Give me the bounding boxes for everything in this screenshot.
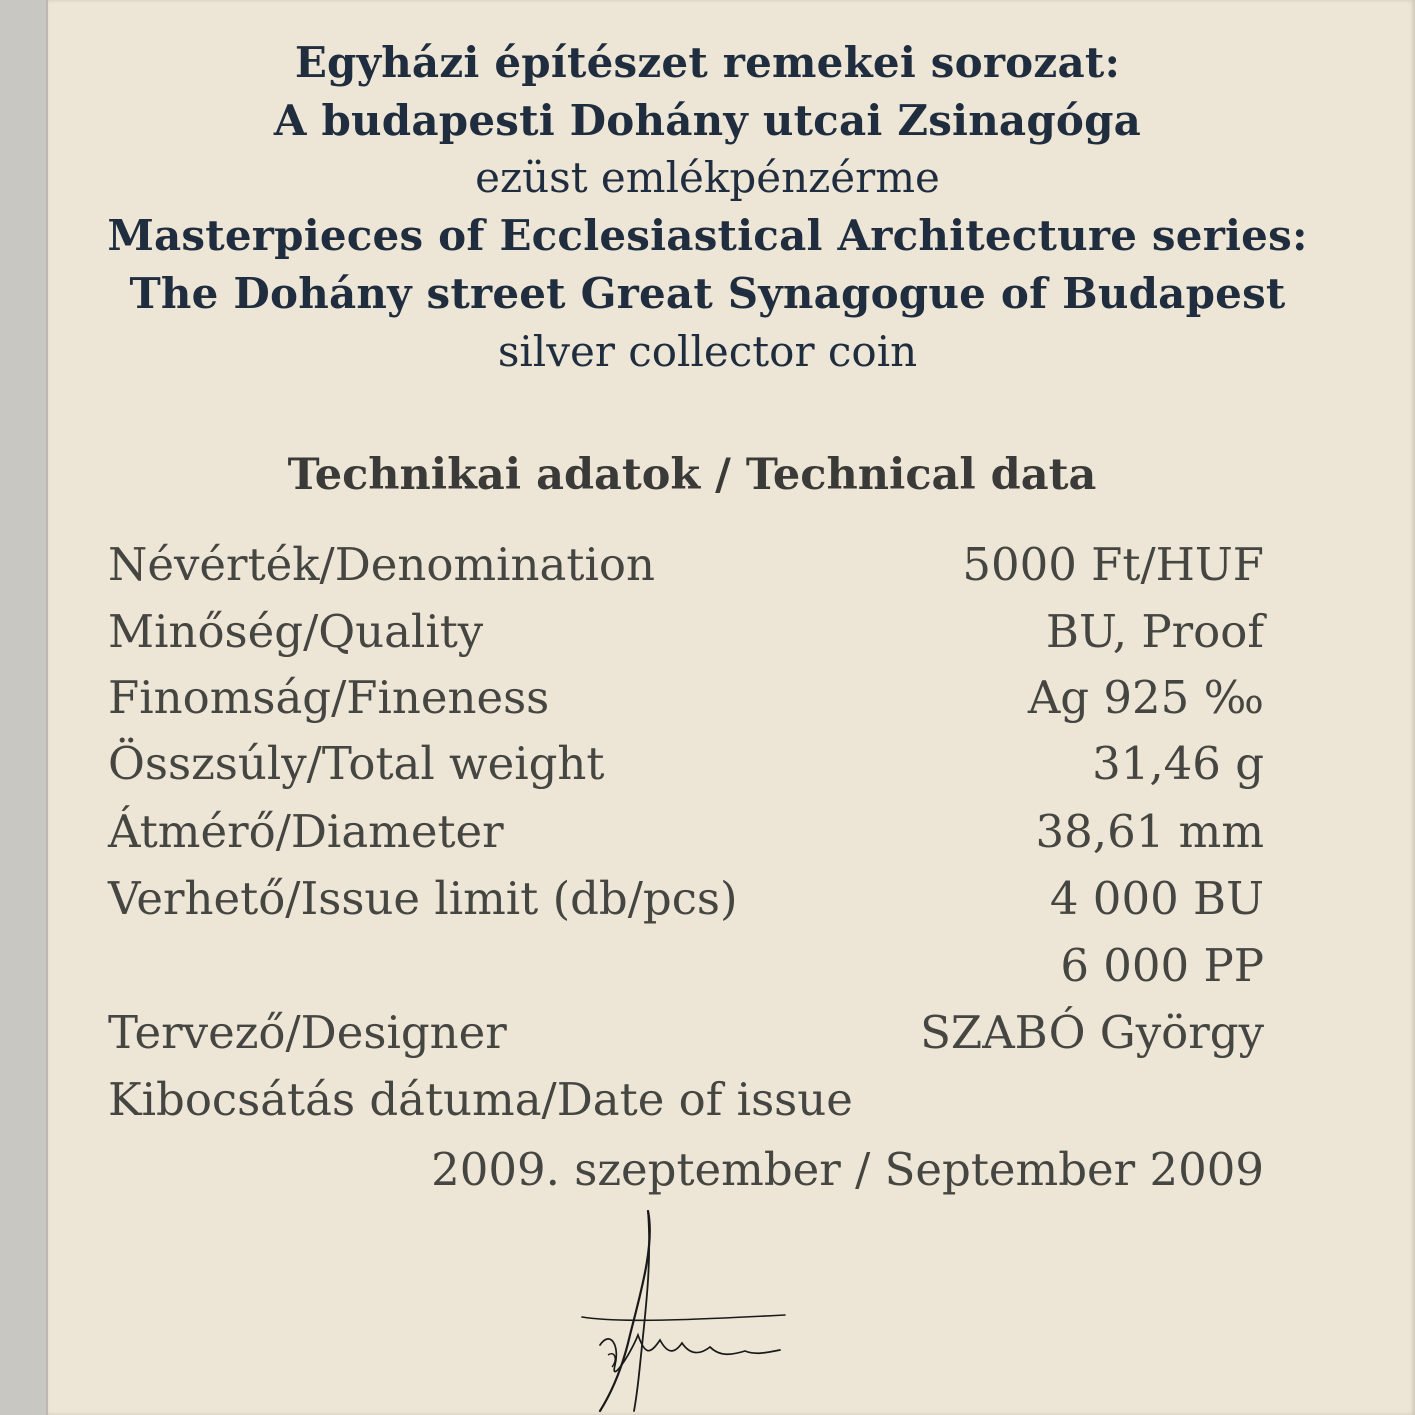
- spec-row-denomination: [108, 538, 1264, 598]
- spec-row-issue-limit: [108, 872, 1264, 932]
- spec-label: Összsúly/Total weight: [108, 737, 605, 790]
- spec-row-fineness: [108, 671, 1264, 731]
- spec-row-designer: [108, 1006, 1264, 1066]
- issue-date-value: 2009. szeptember / September 2009: [431, 1143, 1264, 1196]
- spec-value: BU, Proof: [1045, 605, 1264, 658]
- spec-value: 31,46 g: [1092, 737, 1264, 790]
- subtitle-english: silver collector coin: [497, 327, 918, 376]
- spec-label: Minőség/Quality: [108, 605, 484, 658]
- spec-label: Verhető/Issue limit (db/pcs): [108, 872, 738, 925]
- spec-label: Névérték/Denomination: [108, 538, 655, 591]
- spec-row-quality: [108, 605, 1264, 665]
- title-english-coin-name: The Dohány street Great Synagogue of Budapest: [129, 269, 1286, 318]
- spec-value: 4 000 BU: [1049, 872, 1264, 925]
- spec-label: Átmérő/Diameter: [108, 805, 504, 858]
- spec-row-issue-limit-proof: [108, 939, 1264, 999]
- signature-image: [560, 1205, 820, 1415]
- title-english-series: Masterpieces of Ecclesiastical Architecture series:: [107, 211, 1308, 260]
- spec-value: 38,61 mm: [1035, 805, 1264, 858]
- spec-label: Tervező/Designer: [108, 1006, 507, 1059]
- spec-value: 5000 Ft/HUF: [962, 538, 1264, 591]
- spec-value: 6 000 PP: [1060, 939, 1264, 992]
- spec-row-date-of-issue: [108, 1073, 1264, 1133]
- spec-row-total-weight: [108, 737, 1264, 797]
- spec-value: Ag 925 ‰: [1027, 671, 1264, 724]
- spec-label: Finomság/Fineness: [108, 671, 550, 724]
- spec-label: Kibocsátás dátuma/Date of issue: [108, 1073, 853, 1126]
- title-hungarian-series: Egyházi építészet remekei sorozat:: [294, 38, 1121, 87]
- title-hungarian-coin-name: A budapesti Dohány utcai Zsinagóga: [273, 96, 1142, 145]
- subtitle-hungarian: ezüst emlékpénzérme: [475, 153, 940, 202]
- spec-value: SZABÓ György: [920, 1006, 1264, 1059]
- spec-row-diameter: [108, 805, 1264, 865]
- technical-data-title: Technikai adatok / Technical data: [287, 450, 1097, 500]
